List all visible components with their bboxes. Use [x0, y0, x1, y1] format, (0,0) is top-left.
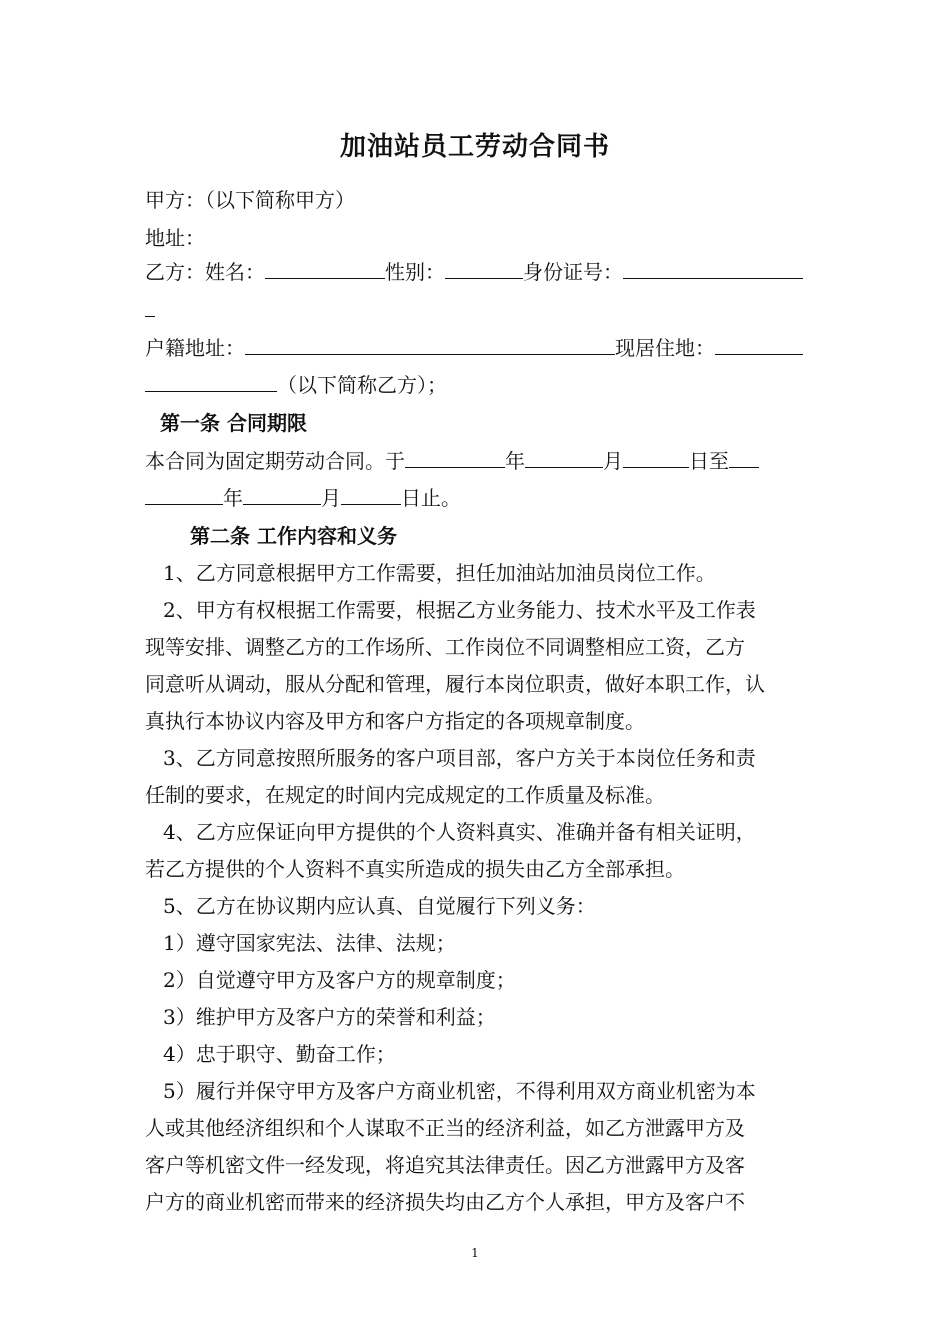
id-blank	[623, 258, 803, 279]
body-line: 人或其他经济组织和个人谋取不正当的经济利益，如乙方泄露甲方及	[145, 1116, 745, 1140]
party-a-line: 甲方：（以下简称甲方）	[145, 188, 355, 212]
id-label: 身份证号：	[523, 260, 623, 284]
body-line: 同意听从调动，服从分配和管理，履行本岗位职责，做好本职工作，认	[145, 672, 765, 696]
end-year-label: 年	[223, 486, 243, 510]
body-line: 5）履行并保守甲方及客户方商业机密，不得利用双方商业机密为本	[163, 1079, 756, 1103]
end-year-blank	[145, 484, 223, 505]
body-line: 2、甲方有权根据工作需要，根据乙方业务能力、技术水平及工作表	[163, 598, 756, 622]
end-month-blank	[243, 484, 321, 505]
body-line: 2）自觉遵守甲方及客户方的规章制度；	[163, 968, 516, 992]
body-line: 1）遵守国家宪法、法律、法规；	[163, 931, 456, 955]
body-line: 3）维护甲方及客户方的荣誉和利益；	[163, 1005, 496, 1029]
body-line: 真执行本协议内容及甲方和客户方指定的各项规章制度。	[145, 709, 645, 733]
residence-label: 现居住地：	[615, 336, 715, 360]
address-line: 地址：	[145, 226, 205, 250]
huji-blank	[245, 334, 615, 355]
term-end-line	[145, 484, 461, 512]
start-month-label: 月	[603, 449, 623, 473]
term-text: 本合同为固定期劳动合同。于	[145, 449, 405, 473]
id-blank-tail	[145, 296, 155, 317]
gender-label: 性别：	[385, 260, 445, 284]
body-line: 5、乙方在协议期内应认真、自觉履行下列义务：	[163, 894, 596, 918]
body-line: 4）忠于职守、勤奋工作；	[163, 1042, 396, 1066]
article-2-heading: 第二条 工作内容和义务	[190, 524, 397, 548]
gender-blank	[445, 258, 523, 279]
body-line: 4、乙方应保证向甲方提供的个人资料真实、准确并备有相关证明，	[163, 820, 756, 844]
body-line: 户方的商业机密而带来的经济损失均由乙方个人承担，甲方及客户不	[145, 1190, 745, 1214]
start-day-blank	[623, 447, 689, 468]
start-year-label: 年	[505, 449, 525, 473]
body-line: 若乙方提供的个人资料不真实所造成的损失由乙方全部承担。	[145, 857, 685, 881]
residence-blank	[715, 334, 803, 355]
body-line: 客户等机密文件一经发现，将追究其法律责任。因乙方泄露甲方及客	[145, 1153, 745, 1177]
residence-blank-tail	[145, 371, 277, 392]
party-b-name-label: 乙方：姓名：	[145, 260, 265, 284]
start-month-blank	[525, 447, 603, 468]
party-b-suffix: （以下简称乙方）；	[277, 373, 447, 397]
article-1-heading: 第一条 合同期限	[160, 411, 307, 435]
end-month-label: 月	[321, 486, 341, 510]
body-line: 任制的要求，在规定的时间内完成规定的工作质量及标准。	[145, 783, 665, 807]
huji-line	[145, 334, 803, 362]
document-title: 加油站员工劳动合同书	[339, 132, 610, 162]
huji-label: 户籍地址：	[145, 336, 245, 360]
name-blank	[265, 258, 385, 279]
id-blank-continuation	[145, 296, 155, 324]
page-number: 1	[471, 1246, 479, 1260]
body-line: 1、乙方同意根据甲方工作需要，担任加油站加油员岗位工作。	[163, 561, 716, 585]
body-line: 3、乙方同意按照所服务的客户项目部，客户方关于本岗位任务和责	[163, 746, 756, 770]
residence-continuation-line	[145, 371, 447, 399]
party-b-line	[145, 258, 803, 286]
end-year-blank-head	[729, 447, 759, 468]
end-day-label: 日止。	[401, 486, 461, 510]
body-line: 现等安排、调整乙方的工作场所、工作岗位不同调整相应工资，乙方	[145, 635, 745, 659]
end-day-blank	[341, 484, 401, 505]
day-to-label: 日至	[689, 449, 729, 473]
start-year-blank	[405, 447, 505, 468]
term-line	[145, 447, 759, 475]
